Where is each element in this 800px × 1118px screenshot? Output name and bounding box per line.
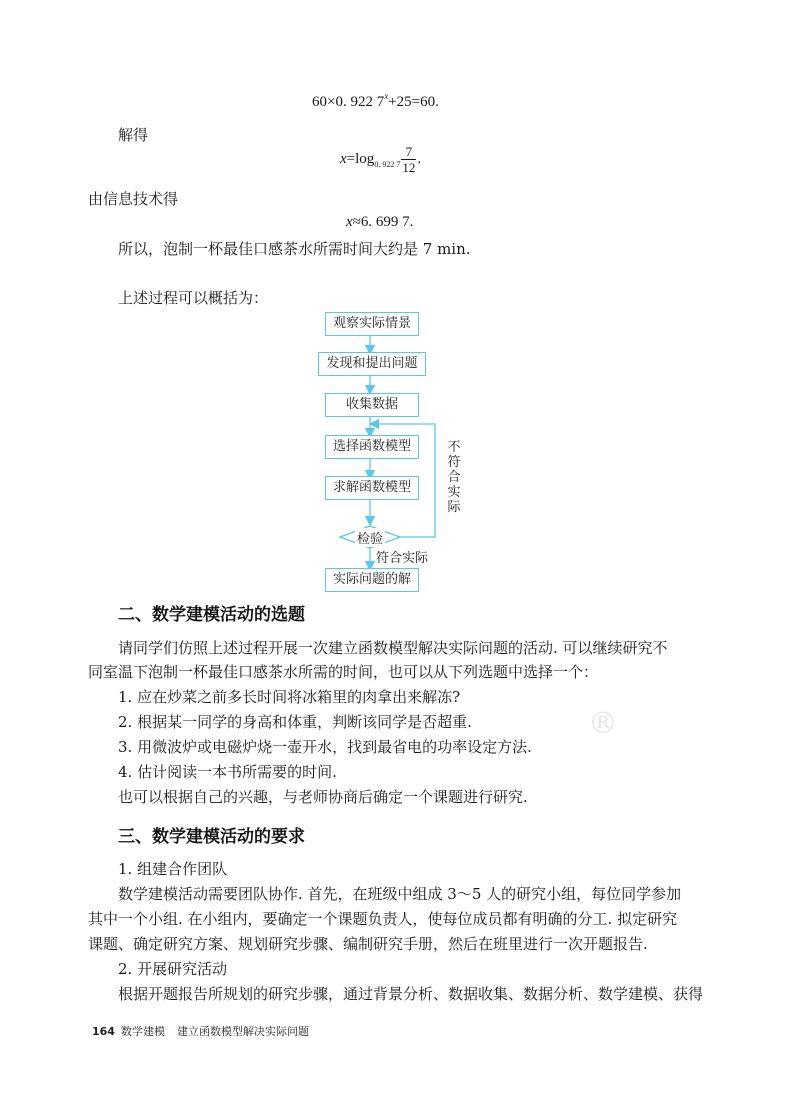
section-2-title: 二、数学建模活动的选题 xyxy=(118,605,305,625)
equation-1 xyxy=(312,91,439,111)
equation-2-base: 0. 922 7 xyxy=(374,159,401,169)
section-3-subheading-2: 2. 开展研究活动 xyxy=(118,960,228,978)
section-3-para-2: 根据开题报告所规划的研究步骤，通过背景分析、数据收集、数据分析、数学建模、获得 xyxy=(118,985,704,1003)
section-2-closing: 也可以根据自己的兴趣，与老师协商后确定一个课题进行研究. xyxy=(118,788,528,806)
topic-item xyxy=(118,761,337,782)
footer-book-title: 数学建模 xyxy=(120,1025,165,1038)
equation-2-end: . xyxy=(417,150,422,167)
topic-item xyxy=(118,736,532,757)
section-3-subheading-1: 1. 组建合作团队 xyxy=(118,860,228,878)
flow-node-solution: 实际问题的解 xyxy=(325,568,419,592)
topic-text: 估计阅读一本书所需要的时间. xyxy=(137,763,337,781)
equation-2-fraction xyxy=(401,144,416,175)
section-2-intro-line-2: 同室温下泡制一杯最佳口感茶水所需的时间，也可以从下列选题中选择一个： xyxy=(88,663,599,681)
flow-node-verify: 检验 xyxy=(355,528,385,547)
flow-node-observe: 观察实际情景 xyxy=(325,312,419,336)
flow-label-char: 合 xyxy=(447,470,461,485)
flow-label-char: 际 xyxy=(447,500,461,515)
flow-node-collect: 收集数据 xyxy=(325,393,419,417)
section-3-para-1-line-3: 课题、确定研究方案、规划研究步骤、编制研究手册，然后在班里进行一次开题报告. xyxy=(88,935,648,953)
conclusion-text: 所以，泡制一杯最佳口感茶水所需时间大约是 7 min. xyxy=(118,240,471,258)
footer-chapter-title: 建立函数模型解决实际问题 xyxy=(176,1025,309,1038)
equation-2 xyxy=(340,144,421,175)
flow-label-fit: 符合实际 xyxy=(376,551,429,566)
watermark-registered-mark: ® xyxy=(588,706,618,741)
flow-node-solve-model: 求解函数模型 xyxy=(325,476,419,500)
topic-item xyxy=(118,686,460,707)
section-3-title: 三、数学建模活动的要求 xyxy=(118,827,305,847)
equation-2-var: x xyxy=(340,150,347,167)
equation-3-rest: ≈6. 699 7. xyxy=(352,214,414,230)
page-footer xyxy=(92,1023,309,1039)
page-number: 164 xyxy=(92,1025,115,1038)
section-3-para-1-line-2: 其中一个小组. 在小组内，要确定一个课题负责人，使每位成员都有明确的分工. 拟定研究 xyxy=(88,910,678,928)
topic-number: 1. xyxy=(118,688,133,706)
modeling-flowchart xyxy=(300,300,500,600)
equation-3-var: x xyxy=(346,214,353,230)
flow-label-char: 符 xyxy=(447,455,461,470)
equation-1-prefix: 60×0. 922 7 xyxy=(312,94,385,110)
flow-label-char: 实 xyxy=(447,485,461,500)
flow-label-not-fit xyxy=(447,440,461,515)
section-3-para-1-line-1: 数学建模活动需要团队协作. 首先，在班级中组成 3～5 人的研究小组，每位同学参加 xyxy=(118,885,682,903)
flow-node-choose-model: 选择函数模型 xyxy=(325,435,419,459)
topic-item xyxy=(118,711,472,732)
fraction-numerator: 7 xyxy=(401,144,416,160)
topic-text: 应在炒菜之前多长时间将冰箱里的肉拿出来解冻? xyxy=(137,688,461,706)
topic-number: 3. xyxy=(118,738,133,756)
flow-node-problem: 发现和提出问题 xyxy=(318,352,426,376)
topic-number: 2. xyxy=(118,713,133,731)
equation-2-log: =log xyxy=(346,150,375,167)
fraction-denominator: 12 xyxy=(402,160,416,175)
section-2-intro-line-1: 请同学们仿照上述过程开展一次建立函数模型解决实际问题的活动. 可以继续研究不 xyxy=(118,639,668,657)
equation-1-suffix: +25=60. xyxy=(388,94,439,110)
summary-text: 上述过程可以概括为： xyxy=(118,289,269,307)
info-tech-label: 由信息技术得 xyxy=(88,190,179,208)
equation-3 xyxy=(346,214,413,231)
topic-number: 4. xyxy=(118,763,133,781)
topic-text: 根据某一同学的身高和体重，判断该同学是否超重. xyxy=(137,713,472,731)
topic-text: 用微波炉或电磁炉烧一壶开水，找到最省电的功率设定方法. xyxy=(137,738,532,756)
equation-1-exponent: x xyxy=(384,91,389,101)
solve-label: 解得 xyxy=(118,126,149,144)
flow-label-char: 不 xyxy=(447,440,461,455)
